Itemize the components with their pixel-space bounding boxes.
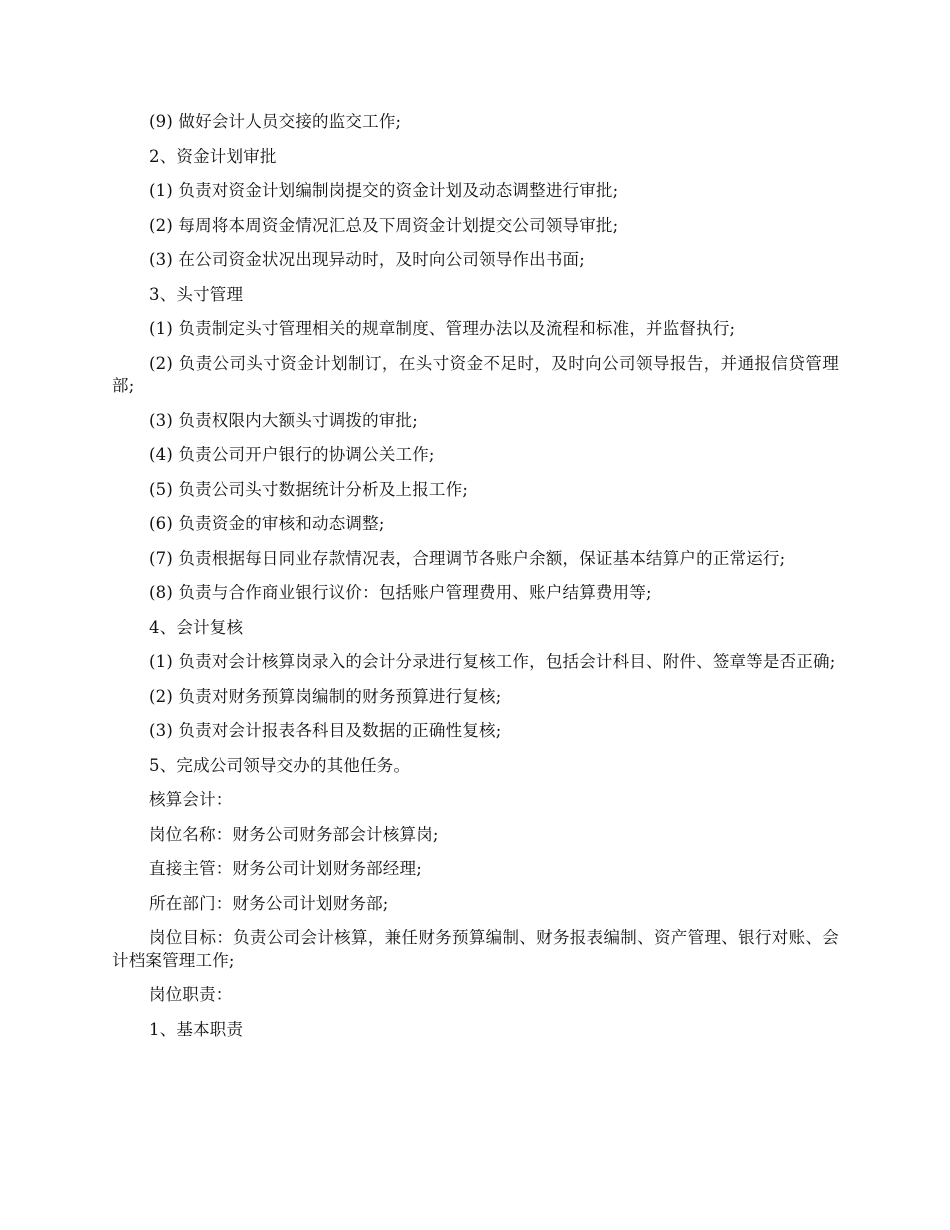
role-heading: 核算会计： bbox=[149, 790, 233, 809]
paragraph: (9) 做好会计人员交接的监交工作; bbox=[149, 112, 402, 131]
paragraph: 岗位名称：财务公司财务部会计核算岗; bbox=[149, 824, 439, 844]
paragraph: (2) 负责公司头寸资金计划制订，在头寸资金不足时，及时向公司领导报告，并通报信贷管理部; bbox=[112, 353, 839, 395]
section-heading: 1、基本职责 bbox=[149, 1019, 244, 1039]
paragraph: (1) 负责对资金计划编制岗提交的资金计划及动态调整进行审批; bbox=[149, 181, 619, 200]
paragraph: (5) 负责公司头寸数据统计分析及上报工作; bbox=[149, 479, 469, 499]
paragraph: (3) 在公司资金状况出现异动时，及时向公司领导作出书面; bbox=[149, 250, 585, 269]
paragraph: (4) 负责公司开户银行的协调公关工作; bbox=[149, 445, 435, 464]
paragraph: 岗位目标：负责公司会计核算，兼任财务预算编制、财务报表编制、资产管理、银行对账、会计档案管理工作; bbox=[112, 928, 839, 970]
paragraph: (8) 负责与合作商业银行议价：包括账户管理费用、账户结算费用等; bbox=[149, 583, 652, 602]
paragraph: (1) 负责对会计核算岗录入的会计分录进行复核工作，包括会计科目、附件、签章等是否正确; bbox=[149, 652, 836, 671]
document-body bbox=[112, 111, 839, 1053]
paragraph: (3) 负责对会计报表各科目及数据的正确性复核; bbox=[149, 721, 502, 740]
section-heading: 2、资金计划审批 bbox=[149, 146, 277, 166]
section-heading: 5、完成公司领导交办的其他任务。 bbox=[149, 755, 411, 775]
paragraph: 所在部门：财务公司计划财务部; bbox=[149, 893, 389, 913]
section-heading: 3、头寸管理 bbox=[149, 284, 244, 304]
paragraph: (6) 负责资金的审核和动态调整; bbox=[149, 514, 385, 533]
paragraph: (1) 负责制定头寸管理相关的规章制度、管理办法以及流程和标准，并监督执行; bbox=[149, 319, 736, 338]
paragraph: (7) 负责根据每日同业存款情况表，合理调节各账户余额，保证基本结算户的正常运行; bbox=[149, 548, 786, 568]
paragraph: (2) 每周将本周资金情况汇总及下周资金计划提交公司领导审批; bbox=[149, 215, 619, 235]
paragraph: (2) 负责对财务预算岗编制的财务预算进行复核; bbox=[149, 686, 502, 706]
paragraph: (3) 负责权限内大额头寸调拨的审批; bbox=[149, 410, 418, 430]
paragraph: 岗位职责： bbox=[149, 985, 233, 1004]
paragraph: 直接主管：财务公司计划财务部经理; bbox=[149, 859, 422, 878]
section-heading: 4、会计复核 bbox=[149, 617, 244, 637]
